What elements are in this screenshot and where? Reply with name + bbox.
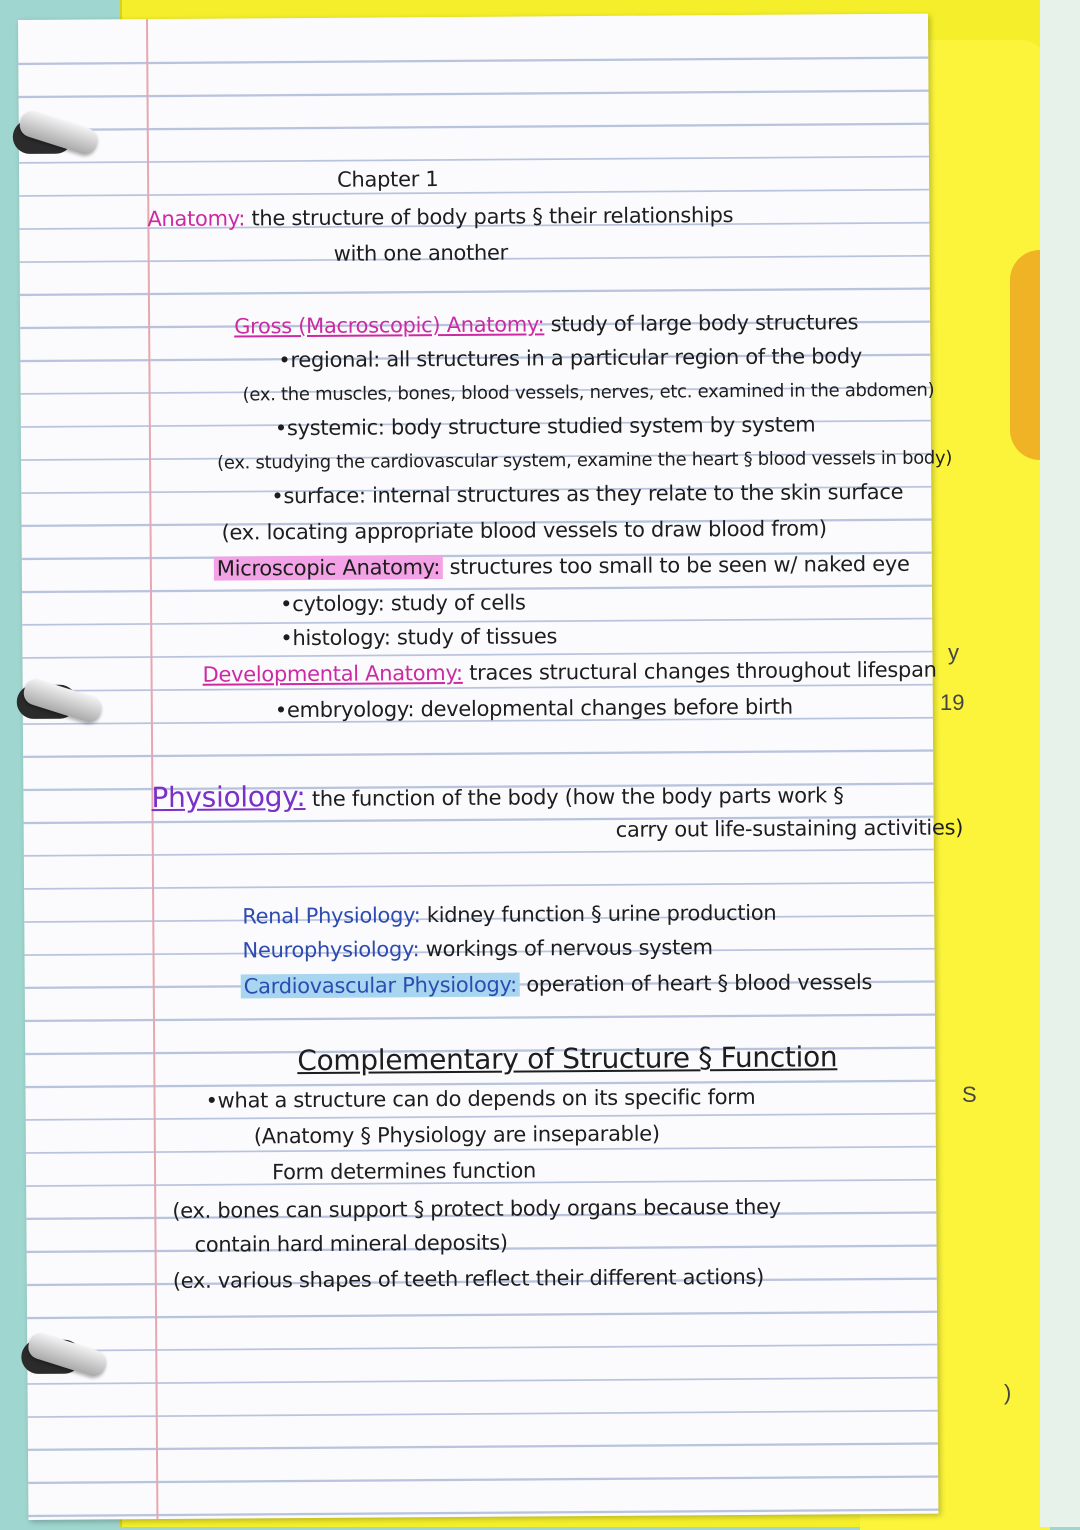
- surface-line: •surface: internal structures as they relate to the skin surface: [271, 479, 904, 509]
- microscopic-anatomy-definition: structures too small to be seen w/ naked eye: [449, 551, 910, 580]
- margin-line: [146, 19, 158, 1519]
- neurophysiology-line: [242, 935, 712, 962]
- physiology-definition-cont: carry out life-sustaining activities): [615, 815, 964, 842]
- anatomy-definition: the structure of body parts § their relationships: [251, 203, 734, 231]
- surface-example: (ex. locating appropriate blood vessels to draw blood from): [221, 516, 827, 545]
- complementarity-point: •what a structure can do depends on its specific form: [205, 1084, 756, 1113]
- cardiovascular-physiology-line: [241, 970, 873, 998]
- gross-anatomy-definition: study of large body structures: [550, 310, 859, 337]
- cardiovascular-physiology-definition: operation of heart § blood vessels: [526, 970, 873, 997]
- regional-example: (ex. the muscles, bones, blood vessels, nerves, etc. examined in the abdomen): [242, 379, 935, 406]
- developmental-anatomy-line: [202, 658, 936, 687]
- renal-physiology-line: [242, 901, 776, 929]
- behind-page-number: 19: [940, 690, 965, 715]
- gross-anatomy-term: Gross (Macroscopic) Anatomy:: [234, 312, 545, 339]
- systemic-example: (ex. studying the cardiovascular system, examine the heart § blood vessels in body): [217, 447, 953, 474]
- complementarity-note: (Anatomy § Physiology are inseparable): [253, 1121, 660, 1149]
- cytology-line: •cytology: study of cells: [280, 590, 526, 617]
- physiology-definition-line: [151, 776, 843, 814]
- complementarity-example-1-cont: contain hard mineral deposits): [194, 1230, 508, 1257]
- microscopic-anatomy-term: Microscopic Anatomy:: [214, 555, 443, 581]
- anatomy-term: Anatomy:: [147, 206, 246, 232]
- renal-physiology-definition: kidney function § urine production: [426, 900, 777, 928]
- complementarity-example-1: (ex. bones can support § protect body organs because they: [172, 1194, 781, 1223]
- developmental-anatomy-definition: traces structural changes throughout lifespan: [469, 657, 937, 685]
- physiology-definition: the function of the body (how the body parts work §: [311, 783, 844, 811]
- anatomy-definition-cont: with one another: [333, 240, 509, 266]
- complementarity-title: Complementary of Structure § Function: [297, 1040, 838, 1078]
- renal-physiology-term: Renal Physiology:: [242, 903, 421, 929]
- histology-line: •histology: study of tissues: [280, 624, 558, 651]
- complementarity-example-2: (ex. various shapes of teeth reflect their different actions): [172, 1264, 765, 1293]
- anatomy-definition-line: [147, 203, 733, 231]
- physiology-term: Physiology:: [151, 780, 306, 815]
- binder-edge: [1040, 0, 1080, 1527]
- neurophysiology-term: Neurophysiology:: [242, 937, 420, 963]
- developmental-anatomy-term: Developmental Anatomy:: [202, 660, 463, 687]
- regional-line: •regional: all structures in a particular region of the body: [278, 344, 863, 373]
- form-determines-function: Form determines function: [271, 1158, 537, 1185]
- microscopic-anatomy-line: [214, 552, 910, 581]
- neurophysiology-definition: workings of nervous system: [425, 935, 713, 962]
- embryology-line: •embryology: developmental changes before birth: [274, 694, 793, 723]
- behind-page-letter: S: [962, 1082, 977, 1107]
- behind-page-letter: y: [948, 640, 959, 665]
- gross-anatomy-line: [234, 310, 858, 338]
- chapter-heading: Chapter 1: [337, 167, 439, 192]
- behind-page-paren: ): [1004, 1380, 1012, 1405]
- cardiovascular-physiology-term: Cardiovascular Physiology:: [241, 973, 520, 999]
- systemic-line: •systemic: body structure studied system by system: [274, 412, 816, 441]
